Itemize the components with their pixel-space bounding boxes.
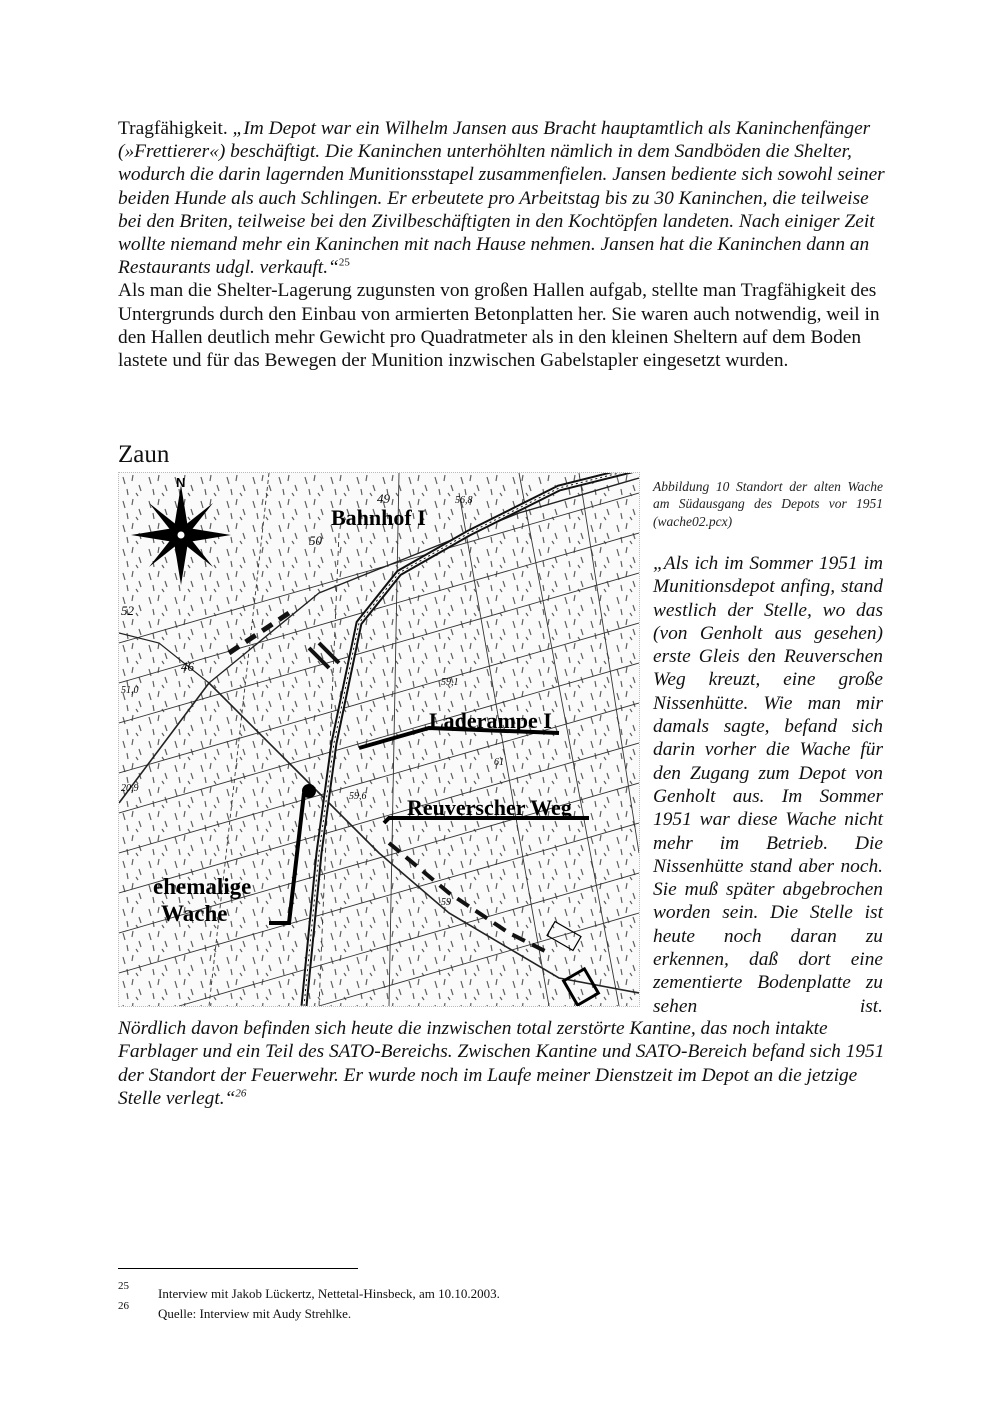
- elevation-56-8: 56,8: [455, 495, 473, 506]
- footnote-text: Interview mit Jakob Lückertz, Nettetal-Hinsbeck, am 10.10.2003.: [158, 1286, 500, 1301]
- footnote-rule: [118, 1268, 358, 1269]
- label-ehemalige: ehemalige: [153, 874, 252, 899]
- elevation-20-9: 20,9: [121, 783, 139, 794]
- elevation-51-0: 51,0: [121, 685, 139, 696]
- paragraph-lead: Tragfähigkeit.: [118, 118, 233, 139]
- elevation-59-1: 59,1: [441, 677, 459, 688]
- section-heading: Zaun: [118, 441, 170, 468]
- label-reuverscher-weg: Reuverscher Weg: [407, 795, 572, 820]
- north-label: N: [176, 475, 186, 490]
- elevation-61: 61: [494, 757, 504, 768]
- elevation-52: 52: [121, 603, 134, 618]
- kaninchen-paragraph: [118, 117, 886, 279]
- elevation-49: 49: [377, 491, 390, 506]
- footnote-number: 26: [118, 1300, 129, 1312]
- top-text-block: [118, 117, 886, 372]
- footnote-ref-26[interactable]: 26: [235, 1087, 247, 1100]
- betonplatten-paragraph: Als man die Shelter-Lagerung zugunsten von großen Hallen aufgab, stellte man Tragfähigkeit des Untergrunds durch den Einbau von armierten Betonplatten her. Sie waren auch notwendig, weil in den Hallen deutlich mehr Gewicht pro Quadratmeter als in den kleinen Sheltern auf dem Boden lastete und für das Bewegen der Munition inzwischen Gabelstapler eingesetzt wurden.: [118, 280, 880, 372]
- label-bahnhof: Bahnhof I: [331, 505, 426, 530]
- elevation-59-6: 59,6: [349, 791, 367, 802]
- elevation-59: 59: [441, 897, 451, 908]
- figure-caption: Abbildung 10 Standort der alten Wache am Südausgang des Depots vor 1951 (wache02.pcx): [653, 479, 883, 529]
- quote-bottom-text: Nördlich davon befinden sich heute die inzwischen total zerstörte Kantine, das noch intakte Farblager und ein Teil des SATO-Bereichs. Zwischen Kantine und SATO-Bereich befand sich 1951 der Standort der Feuerwehr. Er wurde noch im Laufe meiner Dienstzeit im Depot an die jetzige Stelle verlegt.“: [118, 1018, 885, 1109]
- map-figure: [118, 472, 640, 1007]
- label-laderampe: Laderampe I: [429, 708, 552, 733]
- footnote-text: Quelle: Interview mit Audy Strehlke.: [158, 1306, 352, 1321]
- jansen-quote: „Im Depot war ein Wilhelm Jansen aus Bracht hauptamtlich als Kaninchenfänger (»Frettierer«) beschäftigt. Die Kaninchen unterhöhlten nämlich in dem Sandböden die Shelter, wodurch die darin lagernden Munitionsstapel zusammenfielen. Jansen bediente sich sowohl seiner beiden Hunde als auch Schlingen. Er erbeutete pro Arbeitstag bis zu 30 Kaninchen, die teilweise bei den Briten, teilweise bei den Zivilbeschäftigten in den Kochtöpfen landeten. Nach einiger Zeit wollte niemand mehr ein Kaninchen mit nach Hause nehmen. Jansen hat die Kaninchen dann an Restaurants udgl. verkauft.“: [118, 118, 885, 279]
- elevation-46: 46: [181, 659, 194, 674]
- strehlke-quote-part-2: [118, 1017, 886, 1110]
- map-drawing: [119, 473, 639, 1006]
- strehlke-quote-part-1: „Als ich im Sommer 1951 im Munitionsdepot anfing, stand westlich der Stelle, wo das (von Genholt aus gesehen) erste Gleis den Reuverschen Weg kreuzt, eine große Nissenhütte. Wie man mir damals sagte, befand sich darin vorher die Wache für den Zugang zum Depot von Genholt aus. Im Sommer 1951 war diese Wache nicht mehr im Betrieb. Die Nissenhütte stand aber noch. Sie muß später abgebrochen worden sein. Die Stelle ist heute noch daran zu erkennen, daß dort eine zementierte Bodenplatte zu sehen ist.: [653, 553, 883, 1017]
- label-wache: Wache: [161, 901, 228, 926]
- footnote-number: 25: [118, 1280, 129, 1292]
- footnote-ref-25[interactable]: 25: [338, 256, 350, 269]
- elevation-50: 50: [309, 533, 322, 548]
